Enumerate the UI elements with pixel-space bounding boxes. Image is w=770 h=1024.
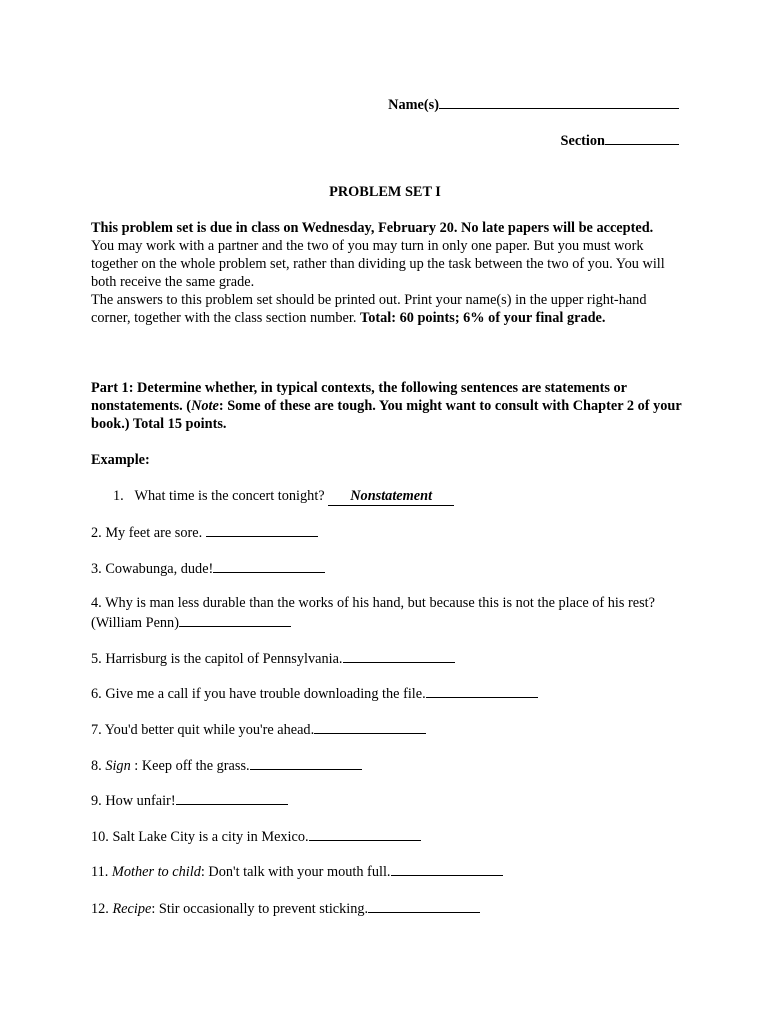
question-text: Why is man less durable than the works of his hand, but because this is not the place of his rest? (William Penn) — [91, 595, 655, 631]
section-label: Section — [560, 133, 605, 149]
question-item — [91, 898, 683, 918]
answer-blank — [368, 898, 480, 913]
part1-heading-b: : Some of these are tough. You might want to consult with Chapter 2 of your book.) Total 15 points. — [91, 398, 682, 432]
question-text: : Stir occasionally to prevent sticking. — [151, 901, 369, 917]
question-number: 4. — [91, 595, 102, 611]
section-blank — [605, 130, 679, 145]
answer-blank — [314, 719, 426, 734]
question-number: 7. — [91, 722, 102, 738]
question-item — [91, 522, 683, 542]
answer-blank — [391, 861, 503, 876]
example-label: Example: — [91, 452, 150, 468]
question-item — [91, 719, 683, 739]
question-item — [91, 790, 683, 810]
question-number: 10. — [91, 829, 109, 845]
question-item — [91, 558, 683, 578]
question-number: 5. — [91, 651, 102, 667]
part1-heading-a: Part 1: Determine whether, in typical contexts, the following sentences are statements or nonstatements. ( — [91, 380, 627, 414]
example-item — [113, 487, 705, 506]
question-number: 11. — [91, 864, 109, 880]
intro-section — [91, 219, 683, 327]
page-title: PROBLEM SET I — [329, 184, 441, 200]
example-answer-line — [328, 487, 454, 506]
question-text: Salt Lake City is a city in Mexico. — [112, 829, 309, 845]
section-field — [561, 130, 679, 150]
part1-heading — [91, 379, 683, 433]
name-label: Name(s) — [388, 97, 439, 113]
question-item — [91, 861, 683, 881]
question-item — [91, 826, 683, 846]
partner-text: You may work with a partner and the two of you may turn in only one paper. But you must work together on the whole problem set, rather than dividing up the task between the two of you. You will both receive the same grade. — [91, 238, 665, 290]
printing-text: The answers to this problem set should be printed out. Print your name(s) in the upper right-hand corner, together with the class section number. — [91, 292, 647, 326]
answer-blank — [206, 522, 318, 537]
name-field — [388, 94, 679, 114]
question-item — [91, 594, 683, 632]
example-text: What time is the concert tonight? — [134, 488, 325, 504]
answer-blank — [343, 648, 455, 663]
example-number: 1. — [113, 488, 124, 504]
answer-blank — [250, 755, 362, 770]
question-text: Give me a call if you have trouble downloading the file. — [105, 686, 426, 702]
question-context: Recipe — [112, 901, 152, 917]
due-notice: This problem set is due in class on Wednesday, February 20. No late papers will be accepted. — [91, 220, 654, 236]
question-text: Harrisburg is the capitol of Pennsylvania. — [105, 651, 343, 667]
question-number: 9. — [91, 793, 102, 809]
question-context: Sign — [105, 758, 131, 774]
name-blank — [439, 94, 679, 109]
printing-paragraph — [91, 291, 683, 327]
answer-blank — [179, 612, 291, 627]
question-context: Mother to child — [111, 864, 201, 880]
question-text: : Don't talk with your mouth full. — [200, 864, 391, 880]
question-text: Cowabunga, dude! — [105, 561, 214, 577]
answer-blank — [309, 826, 421, 841]
answer-blank — [426, 683, 538, 698]
question-number: 8. — [91, 758, 102, 774]
question-text: : Keep off the grass. — [130, 758, 250, 774]
answer-blank — [176, 790, 288, 805]
question-item — [91, 683, 683, 703]
answer-blank — [213, 558, 325, 573]
question-number: 6. — [91, 686, 102, 702]
total-points-text: Total: 60 points; 6% of your final grade. — [360, 310, 606, 326]
question-number: 12. — [91, 901, 109, 917]
question-text: My feet are sore. — [105, 525, 206, 541]
question-item — [91, 648, 683, 668]
example-answer: Nonstatement — [350, 488, 433, 504]
part1-heading-note: Note — [191, 398, 219, 414]
question-text: How unfair! — [105, 793, 176, 809]
question-text: You'd better quit while you're ahead. — [104, 722, 315, 738]
question-item — [91, 755, 683, 775]
question-number: 2. — [91, 525, 102, 541]
question-number: 3. — [91, 561, 102, 577]
